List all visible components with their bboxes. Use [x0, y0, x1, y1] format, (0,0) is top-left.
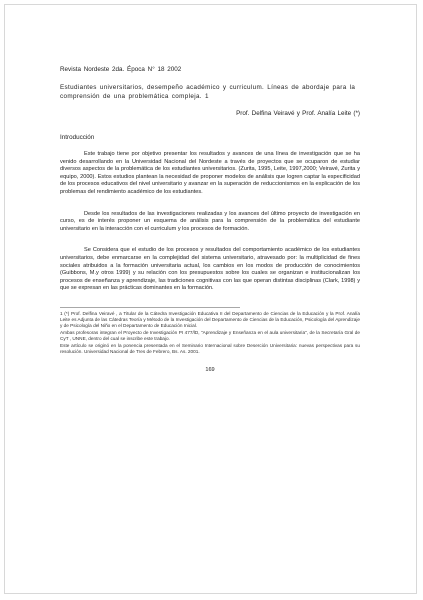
section-heading-introduccion: Introducción	[60, 134, 95, 141]
journal-header: Revista Nordeste 2da. Época N° 18 2002	[60, 66, 182, 73]
body-paragraph-2: Desde los resultados de las investigaciones realizadas y los avances del último proyecto de investigación en curso, es de interés proponer un esquema de análisis para la comprensión de la problemática del estudiante universitario en la interacción con el curriculum y los procesos de formación.	[60, 210, 360, 232]
page-number: 169	[205, 366, 215, 373]
body-paragraph-3: Se Considera que el estudio de los procesos y resultados del comportamiento académico de los estudiantes universitarios, debe enmarcarse en la complejidad del sistema universitario, atravesado por: la multiplicidad de fines sociales atribuidos a la formación universitaria actual, los cambios en los modos de producción de conocimientos (Guibbons, M.y otros 1999) y su relación con los presupuestos sobre los cuales se organizan e institucionalizan los procesos de enseñanza y aprendizaje, las tradiciones cognitivas con las que operan distintas disciplinas (Clark, 1998) y que se expresan en las prácticas dominantes en la formación.	[60, 247, 360, 292]
footnotes	[60, 311, 360, 355]
footnote-separator	[60, 307, 240, 308]
article-title: Estudiantes universitarios, desempeño académico y curriculum. Líneas de abordaje para la comprensión de una problemática compleja. 1	[60, 84, 356, 100]
footnote-2: Ambas profesoras integran el Proyecto de Investigación PI 477/lD, "Aprendizaje y Enseñanza en el aula universitaria", de la Secretaría Gral de CyT , UNNE, dentro del cual se inscribe este trabajo.	[60, 329, 360, 341]
body-paragraph-1: Este trabajo tiene por objetivo presentar los resultados y avances de una línea de investigación que se ha venido desarrollando en la Universidad Nacional del Nordeste a través de proyectos que se ocuparon de estudiar diversos aspectos de la problemática de los estudiantes universitarios. (Zurita, 1995, Leite, 1997,2000; Veiravé, Zurita y equipo, 2000). Estos estudios plantean la necesidad de proponer modelos de análisis que logren captar la especificidad de los procesos educativos del nivel universitario y avanzar en la superación de reduccionismos en la explicación de los problemas del rendimiento académico de los estudiantes.	[60, 151, 360, 195]
footnote-1: 1 (*) Prof. Delfina Veiravé , a Titular de la Cátedra Investigación Educativa II del Departamento de Ciencias de la Educación y la Prof. Analía Leite es Adjunta de las Cátedras Teoría y Método de la Investigación del Departamento de Ciencias de la Educación, Psicología del Aprendizaje y de Psicología del Niño en el Departamento de Educación Inicial.	[60, 310, 360, 328]
footnote-3: Este artículo se originó en la ponencia presentada en el Seminario Internacional sobre Deserción Universitaria: nuevas perspectivas para su resolución. Universidad Nacional de Tres de Febrero, Bs. As. 2001.	[60, 342, 360, 354]
page-content	[60, 66, 360, 374]
article-authors: Prof. Delfina Veiravé y Prof. Analía Leite (*)	[236, 110, 360, 117]
